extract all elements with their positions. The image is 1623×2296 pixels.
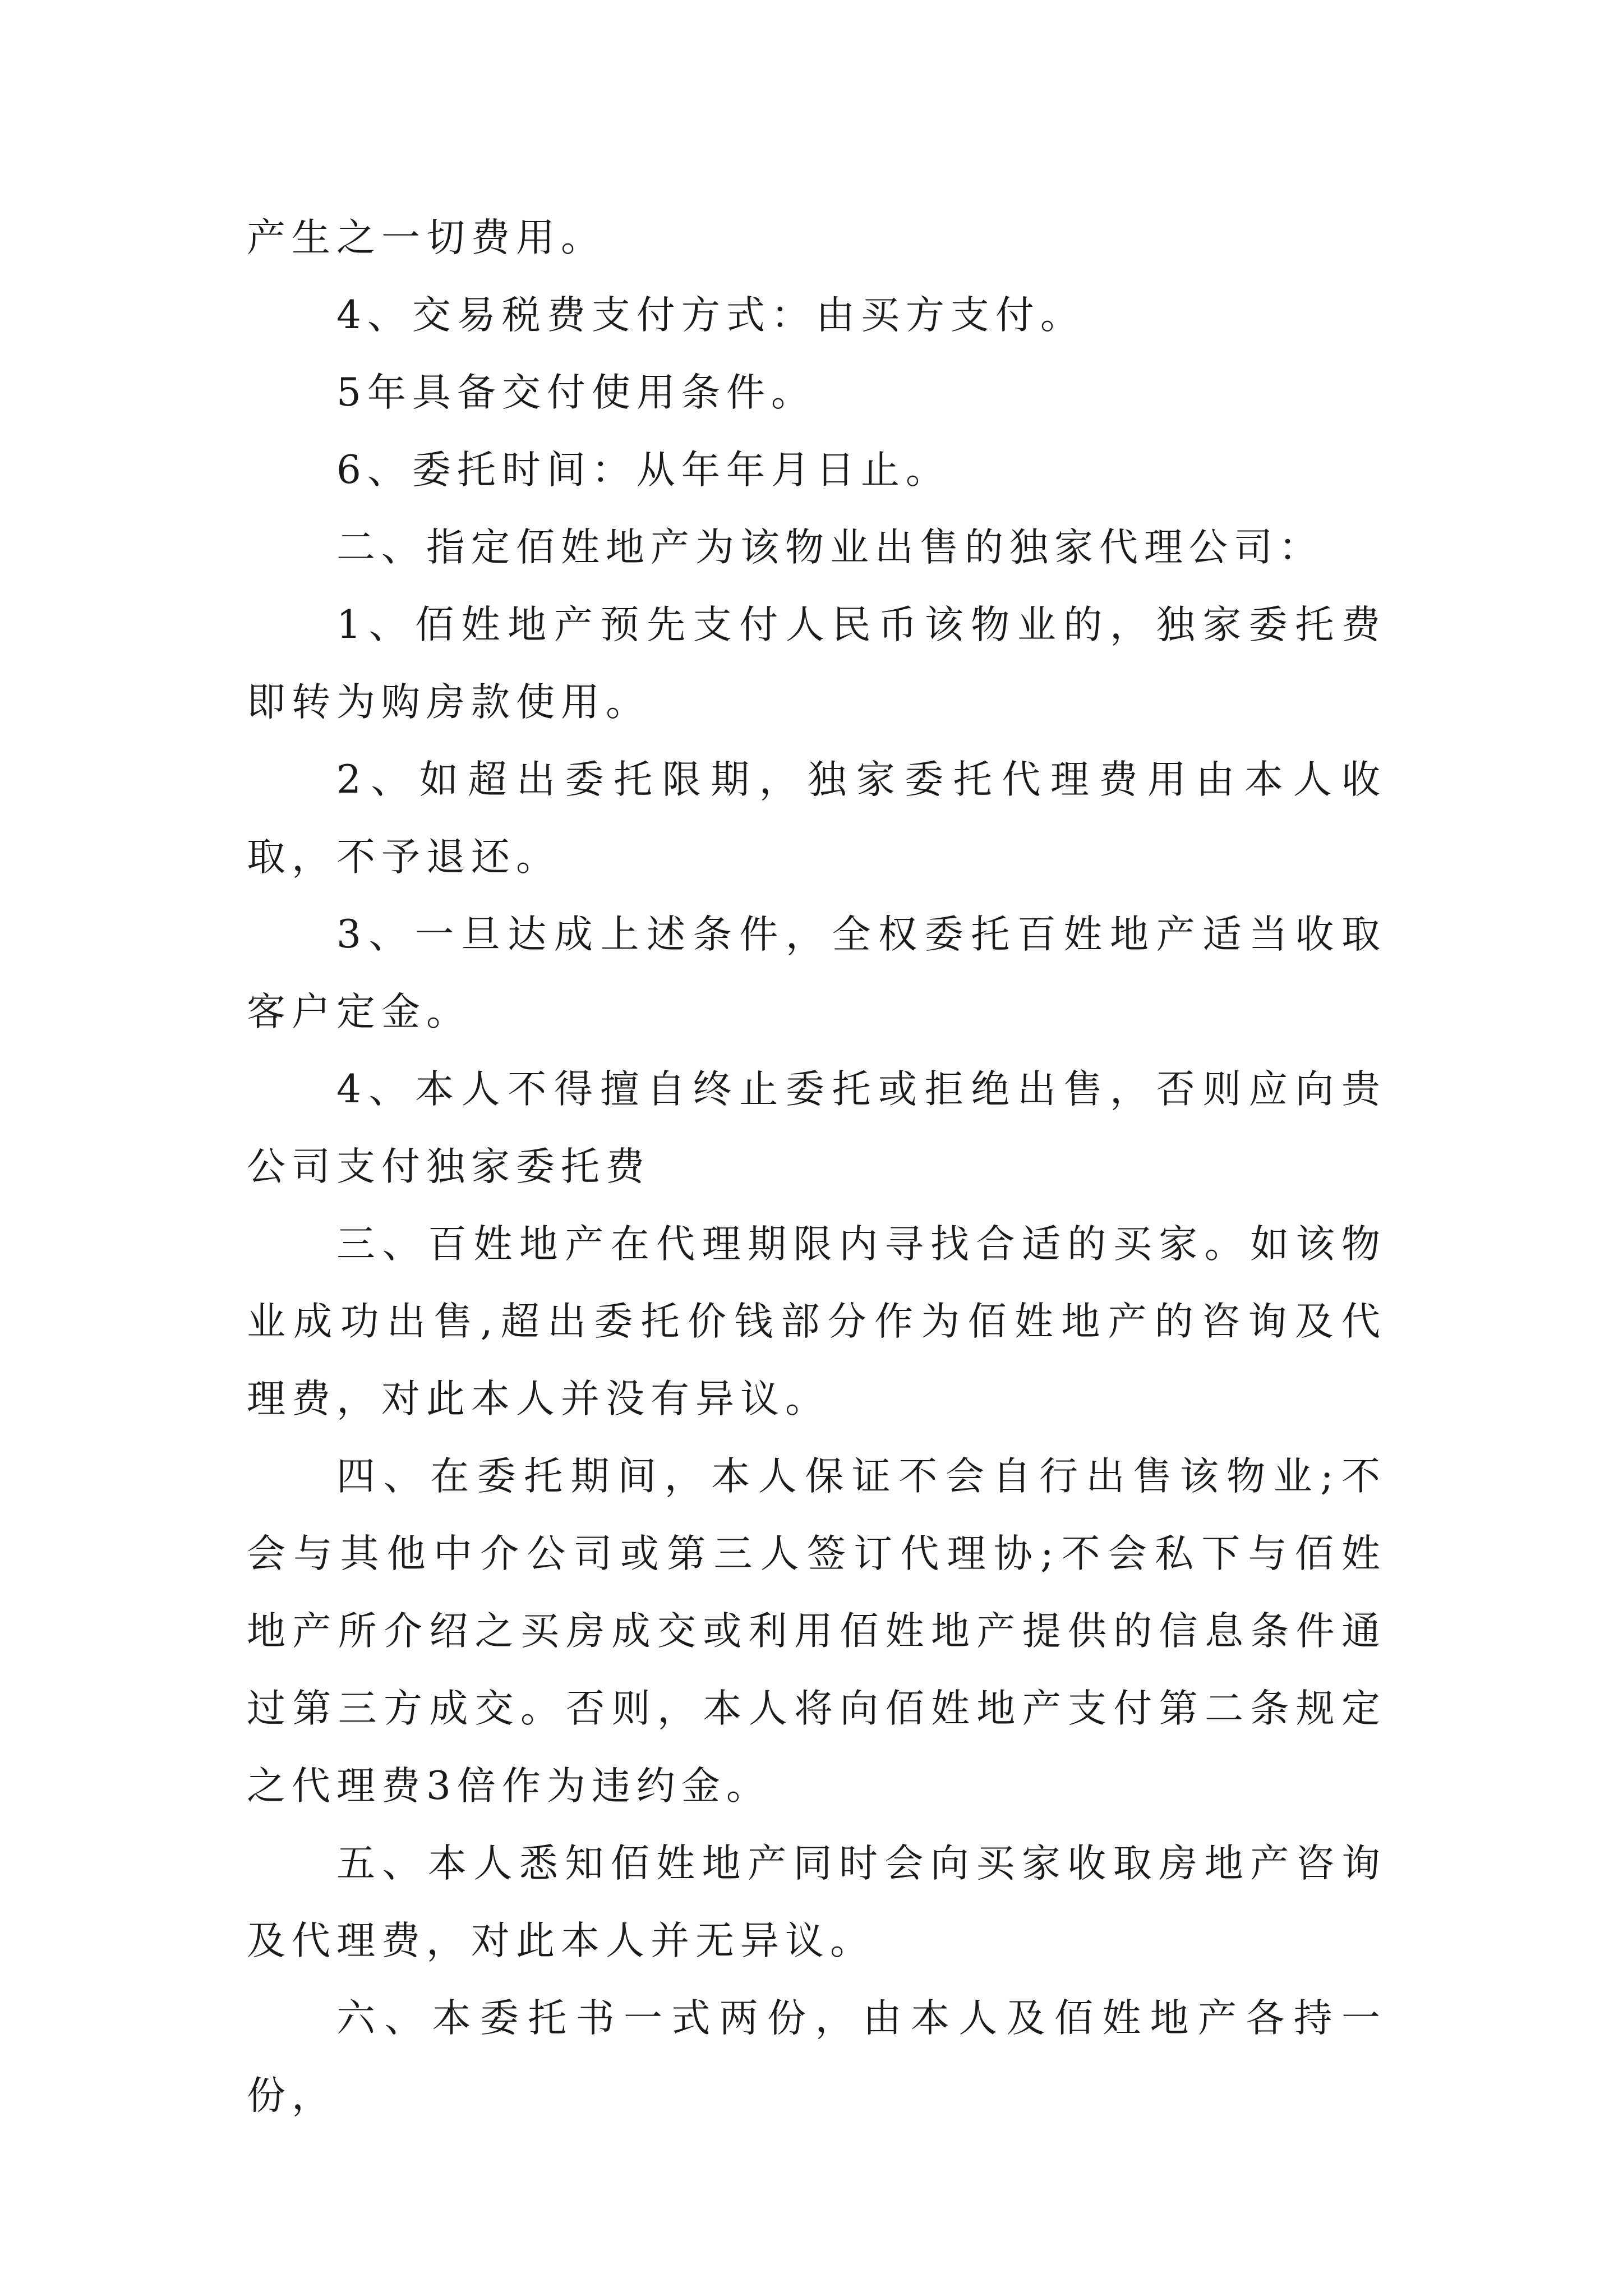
paragraph-termination: 4、本人不得擅自终止委托或拒绝出售，否则应向贵公司支付独家委托费 [247, 1067, 1386, 1189]
document-body [247, 199, 1386, 2134]
paragraph-section-six: 六、本委托书一式两份，由本人及佰姓地产各持一份， [247, 1996, 1386, 2118]
paragraph-tax-payment: 4、交易税费支付方式：由买方支付。 [336, 293, 1085, 338]
paragraph-section-three: 三、百姓地产在代理期限内寻找合适的买家。如该物业成功出售,超出委托价钱部分作为佰姓地产的咨询及代理费，对此本人并没有异议。 [247, 1222, 1386, 1421]
paragraph-section-two-heading: 二、指定佰姓地产为该物业出售的独家代理公司： [336, 525, 1324, 570]
paragraph-delivery-condition: 5年具备交付使用条件。 [336, 370, 816, 415]
paragraph-commission-period: 6、委托时间：从年年月日止。 [336, 448, 951, 493]
paragraph-overtime-fee: 2、如超出委托限期，独家委托代理费用由本人收取，不予退还。 [247, 757, 1386, 880]
paragraph-deposit: 3、一旦达成上述条件，全权委托百姓地产适当收取客户定金。 [247, 912, 1386, 1034]
paragraph-fee-continuation: 产生之一切费用。 [247, 215, 606, 260]
paragraph-section-five: 五、本人悉知佰姓地产同时会向买家收取房地产咨询及代理费，对此本人并无异议。 [247, 1841, 1386, 1963]
paragraph-prepayment: 1、佰姓地产预先支付人民币该物业的，独家委托费即转为购房款使用。 [247, 602, 1386, 725]
paragraph-section-four: 四、在委托期间，本人保证不会自行出售该物业;不会与其他中介公司或第三人签订代理协;不会私下与佰姓地产所介绍之买房成交或利用佰姓地产提供的信息条件通过第三方成交。否则，本人将向佰姓地产支付第二条规定之代理费3倍作为违约金。 [247, 1454, 1386, 1809]
